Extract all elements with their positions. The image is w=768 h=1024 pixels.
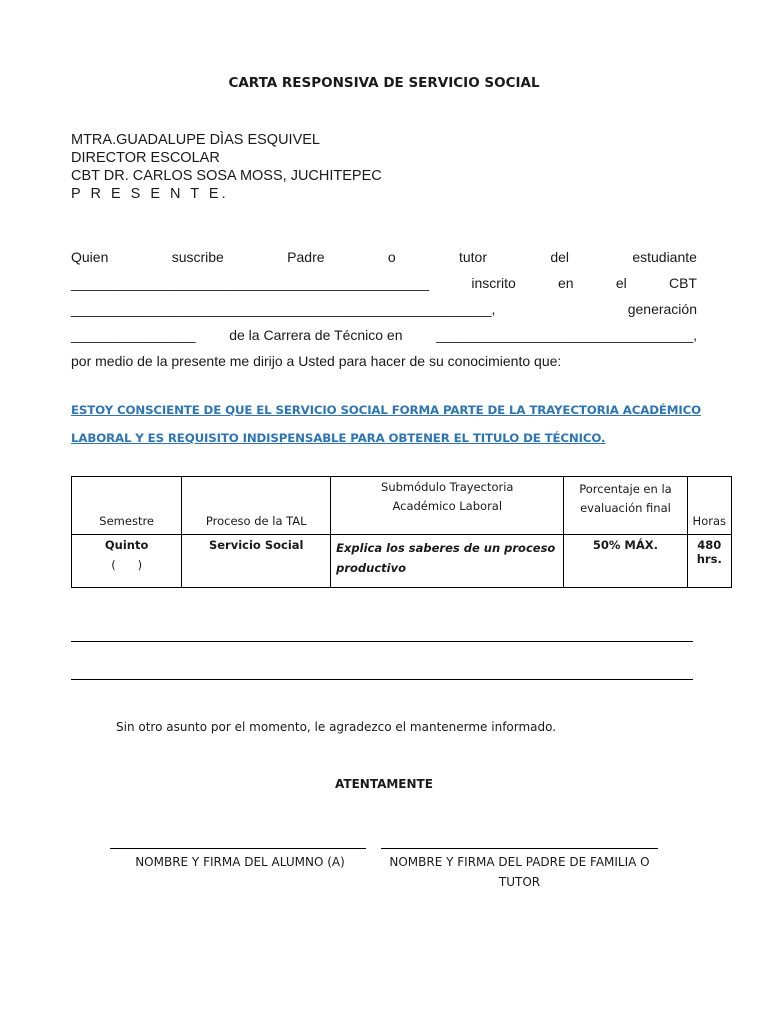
table-header-row <box>72 477 732 535</box>
body-line-5: por medio de la presente me dirijo a Usted para hacer de su conocimiento que: <box>71 353 562 369</box>
header-horas: Horas <box>687 477 731 535</box>
body-line-1 <box>71 244 697 270</box>
recipient-position: DIRECTOR ESCOLAR <box>71 150 220 166</box>
document-title: CARTA RESPONSIVA DE SERVICIO SOCIAL <box>228 75 540 91</box>
cell-horas: 480 hrs. <box>687 535 731 588</box>
blank-line-2 <box>71 679 693 680</box>
recipient-school: CBT DR. CARLOS SOSA MOSS, JUCHITEPEC <box>71 168 382 184</box>
recipient-greeting: P R E S E N T E. <box>71 186 229 202</box>
body-line-2 <box>71 270 697 296</box>
body-word: generación <box>627 301 697 317</box>
body-word: suscribe <box>171 249 224 265</box>
body-word: Quien <box>71 249 109 265</box>
generation-blank: ________________ <box>71 327 196 343</box>
body-paragraph <box>71 244 697 374</box>
header-porcentaje: Porcentaje en la evaluación final <box>564 477 687 535</box>
body-text: de la Carrera de Técnico en <box>229 327 403 343</box>
statement-line-1: ESTOY CONSCIENTE DE QUE EL SERVICIO SOCIAL FORMA PARTE DE LA TRAYECTORIA ACADÉMICO <box>71 403 701 417</box>
statement-line-2: LABORAL Y ES REQUISITO INDISPENSABLE PARA OBTENER EL TITULO DE TÉCNICO. <box>71 431 606 445</box>
body-word: en <box>558 275 574 291</box>
body-word: el <box>615 275 627 291</box>
table-row <box>72 535 732 588</box>
body-word: tutor <box>458 249 487 265</box>
semestre-value: Quinto <box>104 538 149 552</box>
semestre-checkbox[interactable]: ( ) <box>111 558 143 572</box>
cell-submodulo: Explica los saberes de un proceso productivo <box>331 535 564 588</box>
body-line-4 <box>71 322 697 348</box>
cell-semestre <box>72 535 182 588</box>
school-blank: ______________________________________________________, <box>71 301 496 317</box>
body-word: CBT <box>668 275 697 291</box>
blank-line-1 <box>71 641 693 642</box>
body-line-3 <box>71 296 697 322</box>
career-blank: _________________________________, <box>436 327 697 343</box>
student-signature-line <box>110 848 366 849</box>
header-semestre: Semestre <box>72 477 182 535</box>
body-word: o <box>387 249 396 265</box>
tal-table <box>71 476 732 588</box>
cell-proceso: Servicio Social <box>182 535 331 588</box>
parent-signature-label: NOMBRE Y FIRMA DEL PADRE DE FAMILIA O TUTOR <box>389 855 650 889</box>
closing-text: Sin otro asunto por el momento, le agradezco el mantenerme informado. <box>116 720 557 734</box>
atentamente-label: ATENTAMENTE <box>335 777 433 791</box>
body-word: Padre <box>287 249 325 265</box>
recipient-name: MTRA.GUADALUPE DÌAS ESQUIVEL <box>71 132 320 148</box>
student-name-blank: ______________________________________________ <box>71 275 430 291</box>
header-submodulo: Submódulo Trayectoria Académico Laboral <box>331 477 564 535</box>
cell-porcentaje: 50% MÁX. <box>564 535 687 588</box>
student-signature-label: NOMBRE Y FIRMA DEL ALUMNO (A) <box>135 855 345 869</box>
body-word: inscrito <box>471 275 516 291</box>
recipient-block <box>71 131 382 203</box>
body-word: del <box>550 249 569 265</box>
body-word: estudiante <box>632 249 697 265</box>
header-proceso: Proceso de la TAL <box>182 477 331 535</box>
parent-signature-line <box>381 848 658 849</box>
statement-block <box>71 396 711 452</box>
